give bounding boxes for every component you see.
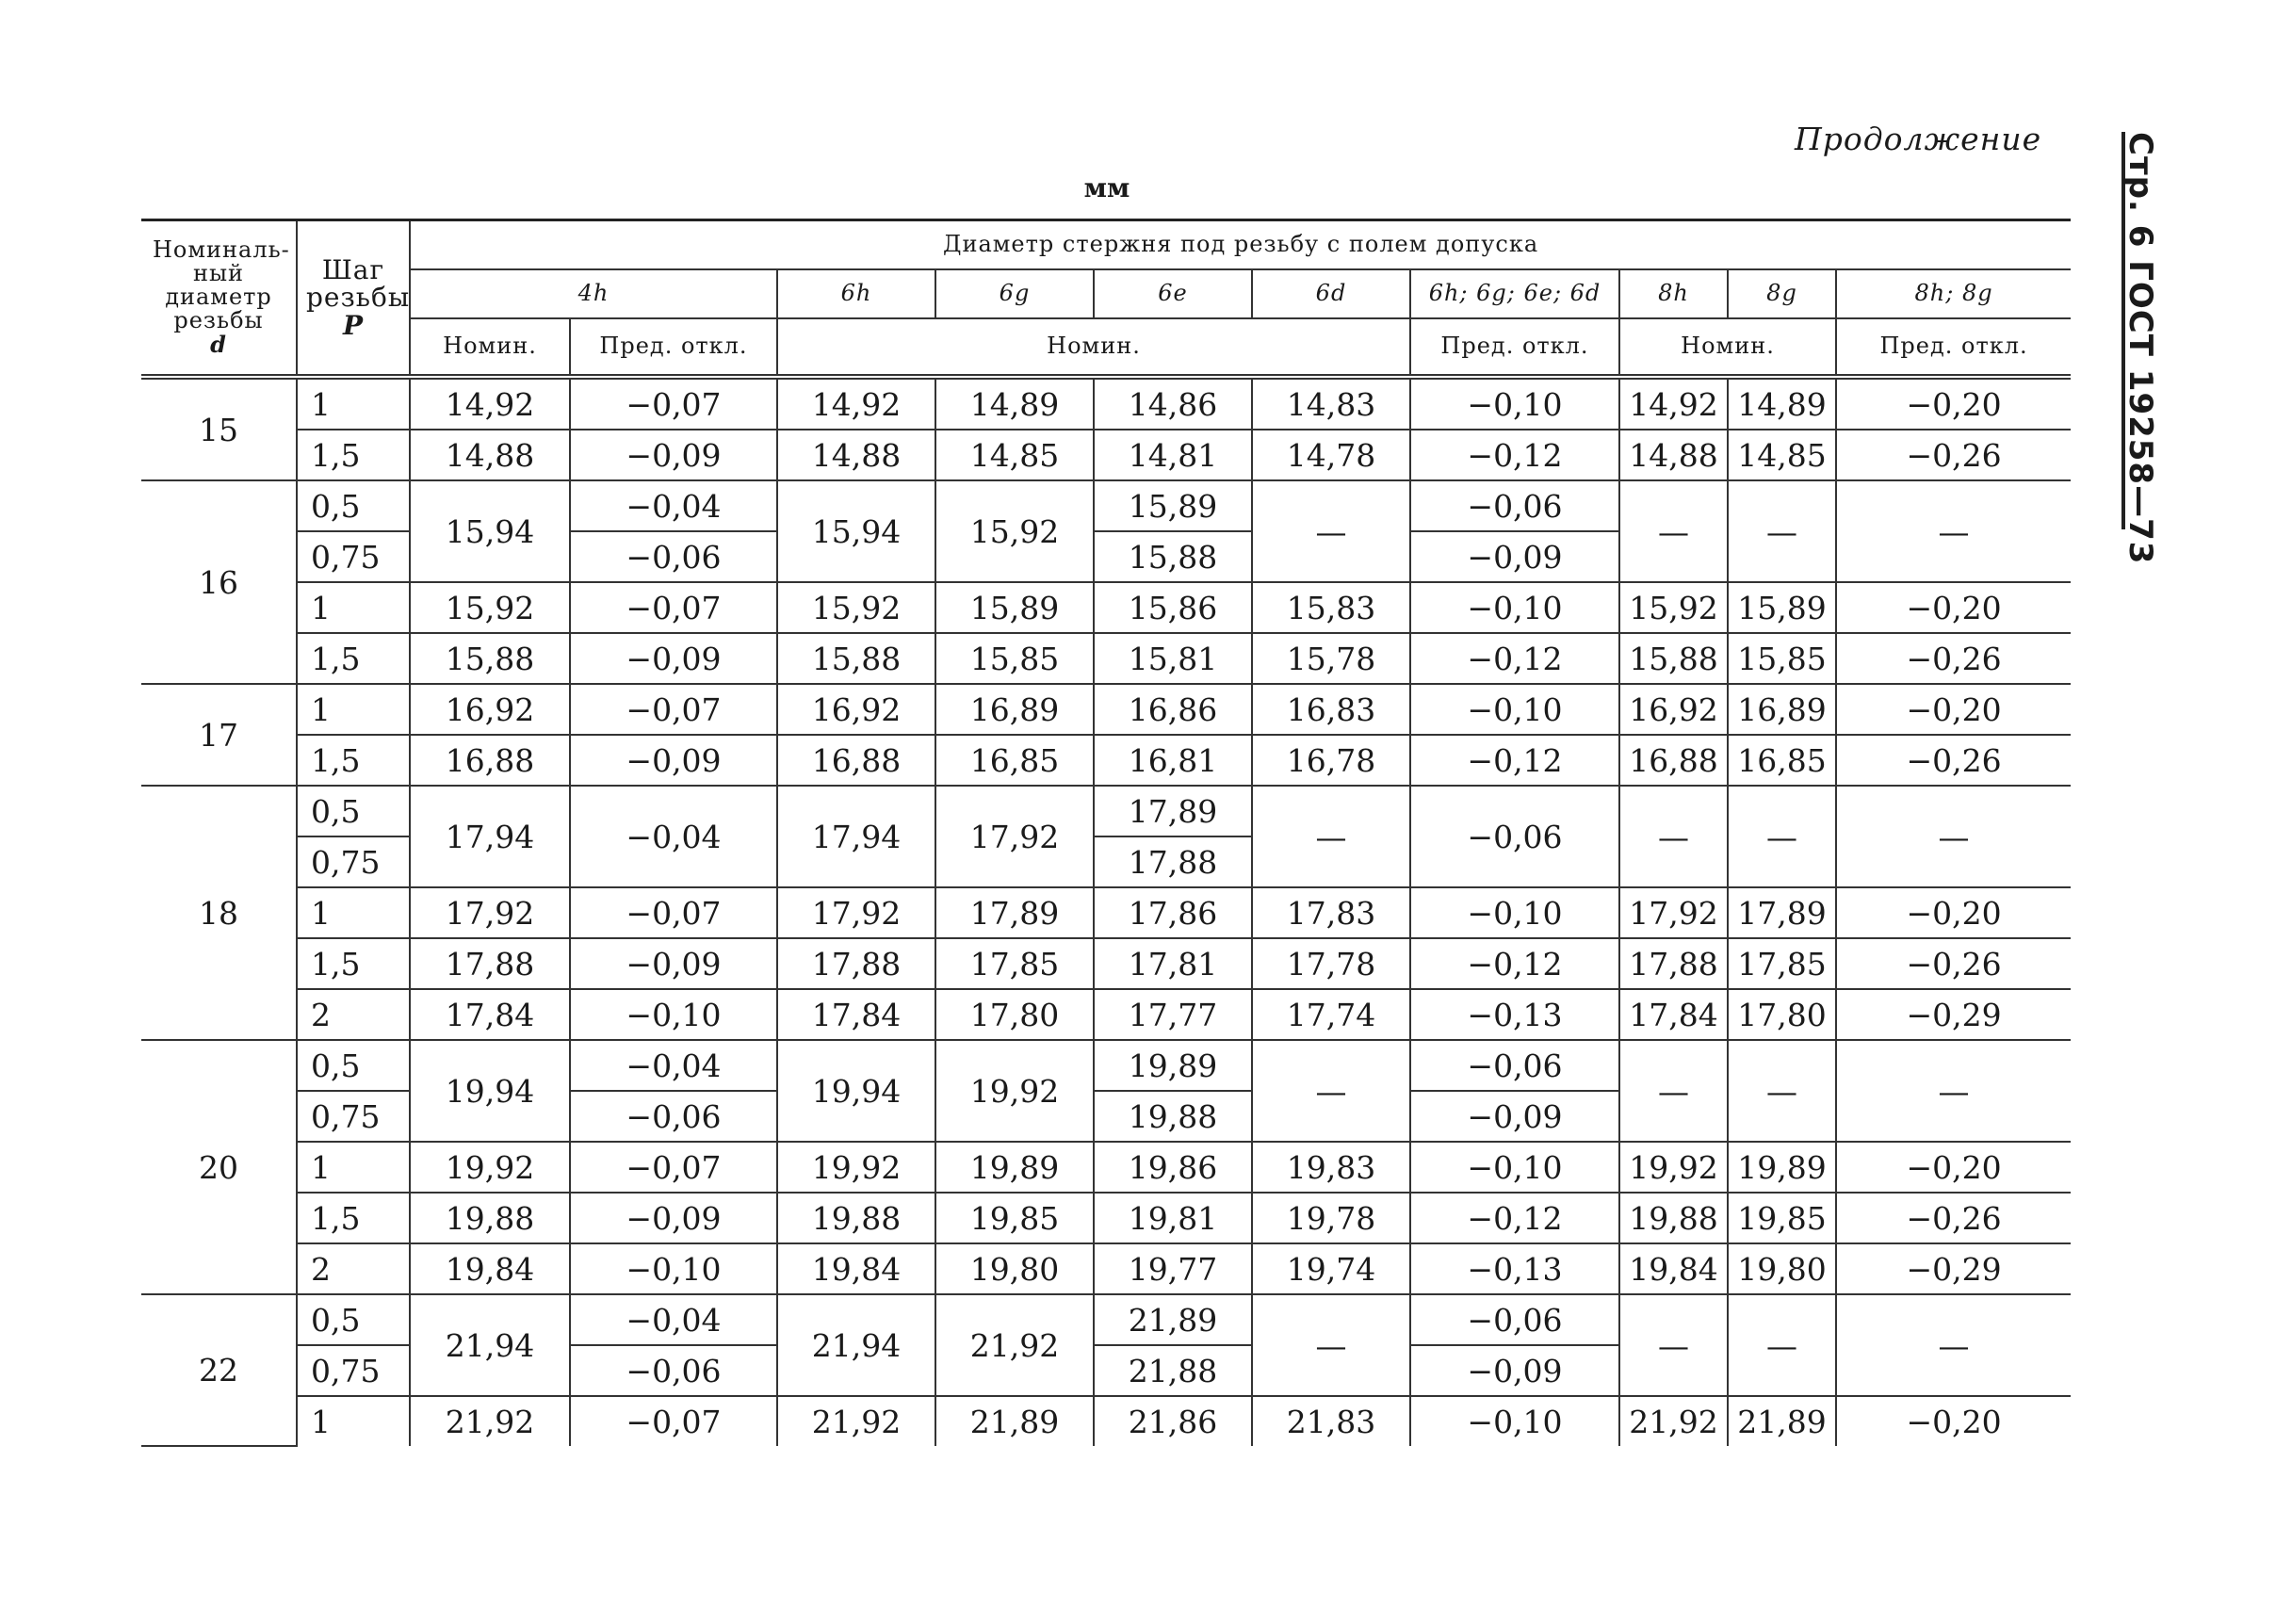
cell-8h-nominal: 19,88 [1619,1193,1728,1243]
header-nominal-diameter-text: Номиналь-ный диаметр резьбы [153,235,290,334]
cell-8h-nominal: 15,88 [1619,633,1728,684]
cell-6g-nominal: 15,92 [935,480,1094,582]
header-nominal-diameter-symbol: d [210,331,227,359]
cell-6e-nominal: 19,88 [1094,1091,1252,1142]
cell-4h-nominal: 15,88 [410,633,570,684]
header-4h-deviation: Пред. откл. [570,318,777,377]
cell-6h-nominal: 14,88 [777,430,935,480]
header-field-8hg: 8h; 8g [1836,269,2071,318]
cell-6d-nominal: 17,78 [1252,938,1410,989]
cell-6g-nominal: 16,85 [935,735,1094,786]
cell-6g-nominal: 19,89 [935,1142,1094,1193]
cell-8-deviation: −0,29 [1836,1243,2071,1294]
cell-pitch: 0,75 [297,1345,410,1396]
cell-pitch: 0,5 [297,786,410,836]
cell-6g-nominal: 19,80 [935,1243,1094,1294]
table-row [141,786,2071,836]
cell-6e-nominal: 19,86 [1094,1142,1252,1193]
table-row [141,1040,2071,1091]
cell-nominal-diameter: 20 [141,1040,297,1294]
cell-6d-nominal: 19,74 [1252,1243,1410,1294]
table-row [141,582,2071,633]
cell-8-deviation: −0,20 [1836,887,2071,938]
cell-pitch: 1 [297,1396,410,1446]
cell-8-deviation: −0,20 [1836,1142,2071,1193]
cell-6d-nominal: 15,78 [1252,633,1410,684]
cell-pitch: 1 [297,582,410,633]
cell-6-deviation: −0,12 [1410,735,1619,786]
cell-6-deviation: −0,06 [1410,786,1619,887]
header-group-title: Диаметр стержня под резьбу с полем допуска [410,220,2071,270]
cell-8g-nominal: 16,85 [1728,735,1836,786]
cell-4h-deviation: −0,06 [570,1345,777,1396]
header-field-6d: 6d [1252,269,1410,318]
cell-6h-nominal: 21,94 [777,1294,935,1396]
cell-8g-nominal: 15,85 [1728,633,1836,684]
cell-6d-nominal: — [1252,786,1410,887]
cell-6h-nominal: 19,84 [777,1243,935,1294]
cell-6e-nominal: 21,89 [1094,1294,1252,1345]
cell-8h-nominal: — [1619,1294,1728,1396]
cell-pitch: 0,5 [297,1294,410,1345]
cell-6-deviation: −0,09 [1410,531,1619,582]
cell-6e-nominal: 15,89 [1094,480,1252,531]
cell-4h-deviation: −0,09 [570,430,777,480]
cell-4h-deviation: −0,07 [570,684,777,735]
cell-8h-nominal: 15,92 [1619,582,1728,633]
cell-8-deviation: −0,26 [1836,633,2071,684]
cell-6e-nominal: 14,86 [1094,377,1252,430]
cell-6h-nominal: 17,94 [777,786,935,887]
cell-6-deviation: −0,06 [1410,480,1619,531]
cell-6-deviation: −0,12 [1410,633,1619,684]
cell-4h-nominal: 16,88 [410,735,570,786]
header-pitch [297,220,410,378]
cell-8h-nominal: 19,92 [1619,1142,1728,1193]
cell-4h-nominal: 19,94 [410,1040,570,1142]
cell-pitch: 1 [297,377,410,430]
header-field-6e: 6e [1094,269,1252,318]
cell-8h-nominal: — [1619,480,1728,582]
cell-8h-nominal: 17,84 [1619,989,1728,1040]
cell-4h-nominal: 19,88 [410,1193,570,1243]
cell-6h-nominal: 19,88 [777,1193,935,1243]
cell-8-deviation: −0,29 [1836,989,2071,1040]
cell-6d-nominal: 17,83 [1252,887,1410,938]
cell-6d-nominal: 16,78 [1252,735,1410,786]
cell-6-deviation: −0,12 [1410,1193,1619,1243]
cell-8g-nominal: 19,85 [1728,1193,1836,1243]
cell-6h-nominal: 15,88 [777,633,935,684]
header-field-4h: 4h [410,269,777,318]
cell-8h-nominal: 17,92 [1619,887,1728,938]
cell-6h-nominal: 19,92 [777,1142,935,1193]
table-row [141,633,2071,684]
cell-8g-nominal: — [1728,1040,1836,1142]
table-row [141,480,2071,531]
cell-6d-nominal: — [1252,1040,1410,1142]
table-row [141,430,2071,480]
cell-4h-nominal: 14,92 [410,377,570,430]
cell-6h-nominal: 16,92 [777,684,935,735]
cell-8-deviation: −0,20 [1836,684,2071,735]
cell-6h-nominal: 21,92 [777,1396,935,1446]
cell-8g-nominal: 17,89 [1728,887,1836,938]
cell-6-deviation: −0,13 [1410,989,1619,1040]
cell-6e-nominal: 19,89 [1094,1040,1252,1091]
cell-pitch: 2 [297,1243,410,1294]
cell-nominal-diameter: 18 [141,786,297,1040]
cell-8g-nominal: 15,89 [1728,582,1836,633]
cell-6d-nominal: 14,78 [1252,430,1410,480]
cell-6e-nominal: 17,86 [1094,887,1252,938]
header-field-8g: 8g [1728,269,1836,318]
cell-pitch: 0,75 [297,836,410,887]
cell-6g-nominal: 17,89 [935,887,1094,938]
cell-6-deviation: −0,12 [1410,430,1619,480]
cell-6g-nominal: 15,85 [935,633,1094,684]
cell-6e-nominal: 21,86 [1094,1396,1252,1446]
cell-4h-nominal: 21,92 [410,1396,570,1446]
cell-4h-nominal: 21,94 [410,1294,570,1396]
header-field-8h: 8h [1619,269,1728,318]
cell-8-deviation: −0,26 [1836,938,2071,989]
cell-6d-nominal: — [1252,480,1410,582]
cell-4h-deviation: −0,09 [570,938,777,989]
cell-6-deviation: −0,10 [1410,582,1619,633]
cell-8-deviation: — [1836,1040,2071,1142]
cell-4h-nominal: 14,88 [410,430,570,480]
table-row [141,1142,2071,1193]
table-row [141,1396,2071,1446]
cell-8h-nominal: 21,92 [1619,1396,1728,1446]
cell-6h-nominal: 14,92 [777,377,935,430]
cell-6-deviation: −0,10 [1410,887,1619,938]
cell-6d-nominal: 19,83 [1252,1142,1410,1193]
cell-8h-nominal: 14,92 [1619,377,1728,430]
cell-8g-nominal: 17,85 [1728,938,1836,989]
cell-6g-nominal: 19,85 [935,1193,1094,1243]
cell-pitch: 0,5 [297,1040,410,1091]
cell-8-deviation: −0,26 [1836,1193,2071,1243]
cell-6h-nominal: 17,84 [777,989,935,1040]
header-pitch-symbol: P [342,309,365,341]
cell-6e-nominal: 19,81 [1094,1193,1252,1243]
cell-6-deviation: −0,10 [1410,684,1619,735]
cell-6-deviation: −0,10 [1410,1142,1619,1193]
cell-6h-nominal: 17,92 [777,887,935,938]
cell-4h-nominal: 15,92 [410,582,570,633]
cell-4h-deviation: −0,10 [570,989,777,1040]
cell-4h-deviation: −0,10 [570,1243,777,1294]
cell-8g-nominal: 16,89 [1728,684,1836,735]
cell-pitch: 1,5 [297,430,410,480]
cell-4h-deviation: −0,07 [570,1142,777,1193]
cell-6g-nominal: 21,92 [935,1294,1094,1396]
cell-pitch: 1,5 [297,735,410,786]
cell-6g-nominal: 17,92 [935,786,1094,887]
cell-4h-deviation: −0,06 [570,531,777,582]
header-field-6g: 6g [935,269,1094,318]
cell-pitch: 0,5 [297,480,410,531]
cell-4h-deviation: −0,07 [570,377,777,430]
cell-6d-nominal: 21,83 [1252,1396,1410,1446]
cell-4h-deviation: −0,07 [570,1396,777,1446]
cell-6-deviation: −0,10 [1410,377,1619,430]
cell-4h-nominal: 17,94 [410,786,570,887]
cell-pitch: 1 [297,684,410,735]
cell-6e-nominal: 19,77 [1094,1243,1252,1294]
cell-4h-deviation: −0,04 [570,1294,777,1345]
cell-4h-nominal: 17,84 [410,989,570,1040]
cell-6d-nominal: 15,83 [1252,582,1410,633]
cell-6g-nominal: 17,85 [935,938,1094,989]
cell-6h-nominal: 15,94 [777,480,935,582]
cell-8-deviation: — [1836,786,2071,887]
cell-pitch: 0,75 [297,1091,410,1142]
cell-8-deviation: −0,20 [1836,582,2071,633]
cell-6e-nominal: 17,88 [1094,836,1252,887]
cell-8-deviation: −0,26 [1836,735,2071,786]
cell-6h-nominal: 19,94 [777,1040,935,1142]
unit-label: мм [1083,172,1130,203]
cell-6-deviation: −0,13 [1410,1243,1619,1294]
header-6-nominal: Номин. [777,318,1410,377]
table-row [141,377,2071,430]
cell-6e-nominal: 15,81 [1094,633,1252,684]
table-body [141,377,2071,1446]
cell-6d-nominal: 17,74 [1252,989,1410,1040]
header-pitch-text: Шаг резьбы [306,253,411,314]
cell-nominal-diameter: 22 [141,1294,297,1446]
cell-6d-nominal: — [1252,1294,1410,1396]
cell-pitch: 1,5 [297,1193,410,1243]
cell-8h-nominal: 19,84 [1619,1243,1728,1294]
continuation-label: Продолжение [1795,121,2042,157]
cell-6e-nominal: 17,89 [1094,786,1252,836]
cell-6e-nominal: 17,81 [1094,938,1252,989]
cell-8g-nominal: 14,89 [1728,377,1836,430]
cell-nominal-diameter: 16 [141,480,297,684]
cell-8-deviation: — [1836,480,2071,582]
cell-pitch: 1 [297,887,410,938]
cell-pitch: 1 [297,1142,410,1193]
cell-pitch: 1,5 [297,633,410,684]
table-row [141,735,2071,786]
cell-6d-nominal: 14,83 [1252,377,1410,430]
cell-8h-nominal: 17,88 [1619,938,1728,989]
header-6-deviation: Пред. откл. [1410,318,1619,377]
cell-6g-nominal: 15,89 [935,582,1094,633]
cell-6h-nominal: 17,88 [777,938,935,989]
header-4h-nominal: Номин. [410,318,570,377]
cell-6g-nominal: 17,80 [935,989,1094,1040]
cell-6g-nominal: 16,89 [935,684,1094,735]
cell-6-deviation: −0,06 [1410,1294,1619,1345]
cell-6g-nominal: 19,92 [935,1040,1094,1142]
cell-pitch: 1,5 [297,938,410,989]
cell-6h-nominal: 16,88 [777,735,935,786]
cell-6g-nominal: 21,89 [935,1396,1094,1446]
cell-8h-nominal: 16,92 [1619,684,1728,735]
header-8-deviation: Пред. откл. [1836,318,2071,377]
cell-4h-nominal: 19,92 [410,1142,570,1193]
cell-6g-nominal: 14,89 [935,377,1094,430]
cell-pitch: 2 [297,989,410,1040]
cell-4h-deviation: −0,07 [570,582,777,633]
cell-8g-nominal: — [1728,480,1836,582]
cell-6e-nominal: 21,88 [1094,1345,1252,1396]
cell-6-deviation: −0,09 [1410,1091,1619,1142]
cell-6d-nominal: 16,83 [1252,684,1410,735]
cell-6e-nominal: 15,88 [1094,531,1252,582]
cell-6-deviation: −0,09 [1410,1345,1619,1396]
cell-4h-deviation: −0,07 [570,887,777,938]
header-field-6-all: 6h; 6g; 6e; 6d [1410,269,1619,318]
cell-4h-nominal: 17,92 [410,887,570,938]
cell-nominal-diameter: 15 [141,377,297,480]
cell-6e-nominal: 17,77 [1094,989,1252,1040]
cell-8-deviation: −0,26 [1836,430,2071,480]
cell-6-deviation: −0,06 [1410,1040,1619,1091]
table-row [141,989,2071,1040]
cell-6e-nominal: 14,81 [1094,430,1252,480]
cell-6-deviation: −0,10 [1410,1396,1619,1446]
cell-6g-nominal: 14,85 [935,430,1094,480]
cell-4h-nominal: 19,84 [410,1243,570,1294]
cell-8h-nominal: 14,88 [1619,430,1728,480]
table-row [141,1243,2071,1294]
cell-8g-nominal: 21,89 [1728,1396,1836,1446]
cell-4h-deviation: −0,06 [570,1091,777,1142]
table-row [141,1294,2071,1345]
cell-8g-nominal: — [1728,786,1836,887]
cell-8h-nominal: — [1619,786,1728,887]
table-row [141,684,2071,735]
side-page-header [2120,132,2159,565]
cell-4h-nominal: 17,88 [410,938,570,989]
cell-pitch: 0,75 [297,531,410,582]
cell-8-deviation: −0,20 [1836,1396,2071,1446]
cell-4h-deviation: −0,09 [570,633,777,684]
table-row [141,1193,2071,1243]
header-field-6h: 6h [777,269,935,318]
cell-4h-deviation: −0,04 [570,480,777,531]
cell-8-deviation: — [1836,1294,2071,1396]
cell-4h-deviation: −0,09 [570,1193,777,1243]
cell-4h-nominal: 15,94 [410,480,570,582]
header-8-nominal: Номин. [1619,318,1836,377]
side-page-header-text: Стр. 6 ГОСТ 19258—73 [2121,132,2159,565]
cell-8h-nominal: — [1619,1040,1728,1142]
cell-8h-nominal: 16,88 [1619,735,1728,786]
header-nominal-diameter [141,220,297,378]
thread-diameter-table [141,219,2071,1447]
cell-4h-deviation: −0,04 [570,786,777,887]
cell-6h-nominal: 15,92 [777,582,935,633]
cell-4h-nominal: 16,92 [410,684,570,735]
cell-6e-nominal: 16,81 [1094,735,1252,786]
cell-4h-deviation: −0,04 [570,1040,777,1091]
cell-6e-nominal: 16,86 [1094,684,1252,735]
cell-6e-nominal: 15,86 [1094,582,1252,633]
cell-8g-nominal: 19,89 [1728,1142,1836,1193]
cell-8-deviation: −0,20 [1836,377,2071,430]
table-row [141,887,2071,938]
cell-nominal-diameter: 17 [141,684,297,786]
cell-8g-nominal: 14,85 [1728,430,1836,480]
cell-8g-nominal: 17,80 [1728,989,1836,1040]
cell-8g-nominal: — [1728,1294,1836,1396]
cell-8g-nominal: 19,80 [1728,1243,1836,1294]
table-row [141,938,2071,989]
cell-6-deviation: −0,12 [1410,938,1619,989]
cell-6d-nominal: 19,78 [1252,1193,1410,1243]
cell-4h-deviation: −0,09 [570,735,777,786]
